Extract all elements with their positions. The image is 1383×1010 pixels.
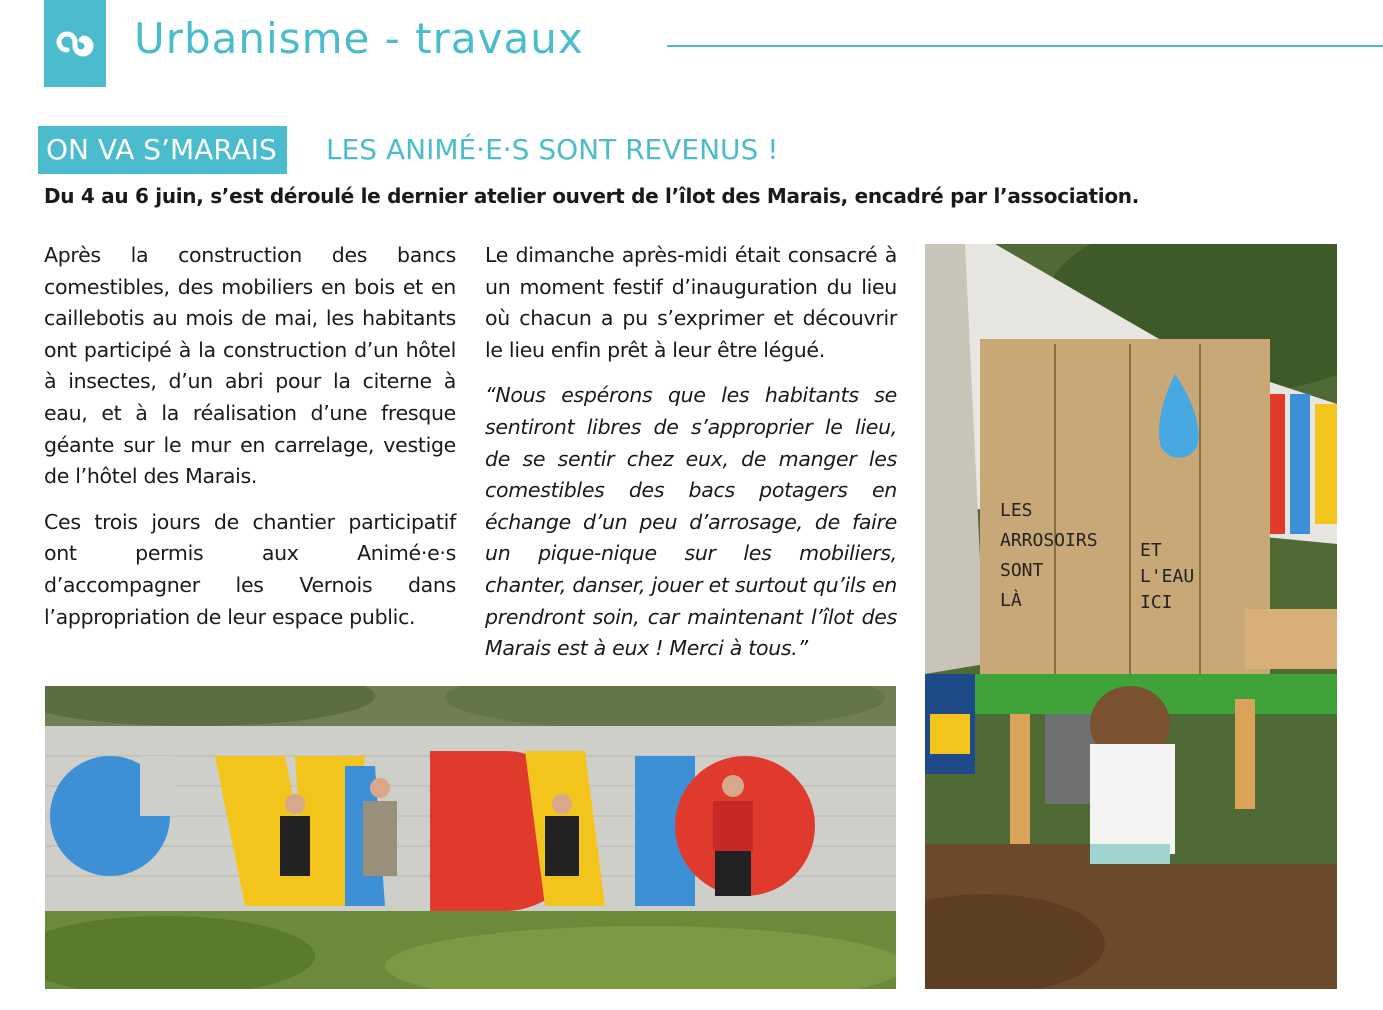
article-headline: LES ANIMÉ·E·S SONT REVENUS ! bbox=[326, 133, 779, 166]
article-column-1 bbox=[44, 240, 456, 647]
sign-text: ARROSOIRS bbox=[1000, 530, 1098, 551]
sign-text: L'EAU bbox=[1140, 566, 1195, 587]
sign-text: LÀ bbox=[1000, 590, 1022, 611]
section-title: Urbanisme - travaux bbox=[134, 14, 584, 63]
paragraph: Ces trois jours de chantier participatif ont permis aux Animé·e·s d’accompagner les Vernois dans l’appropriation de leur espace public. bbox=[44, 509, 456, 629]
sign-text: ET bbox=[1140, 540, 1162, 561]
sign-text: ICI bbox=[1140, 592, 1173, 613]
sign-text: SONT bbox=[1000, 560, 1044, 581]
mural-photo bbox=[45, 686, 896, 989]
quote-paragraph: “Nous espérons que les habitants se sentiront libres de s’approprier le lieu, de se sentir chez eux, de manger les comestibles des bacs potagers en échange d’un peu d’arrosage, de faire un pique-nique sur les mobiliers, chanter, danser, jouer et surtout qu’ils en prendront soin, car maintenant l’îlot des Marais est à eux ! Merci à tous.” bbox=[485, 383, 897, 661]
sign-text: LES bbox=[1000, 500, 1033, 521]
paragraph: Le dimanche après-midi était consacré à un moment festif d’inauguration du lieu où chacun a pu s’exprimer et découvrir le lieu enfin prêt à leur être légué. bbox=[485, 243, 897, 362]
section-logo bbox=[44, 0, 106, 87]
header-rule bbox=[667, 45, 1383, 47]
article-column-2 bbox=[485, 240, 897, 679]
article-lead: Du 4 au 6 juin, s’est déroulé le dernier atelier ouvert de l’îlot des Marais, encadré par l’association. bbox=[44, 184, 1140, 208]
article-kicker: ON VA S’MARAIS bbox=[38, 126, 287, 174]
bench-photo bbox=[925, 244, 1337, 989]
paragraph: Après la construction des bancs comestibles, des mobiliers en bois et en caillebotis au mois de mai, les habitants ont participé à la construction d’un hôtel à insectes, d’un abri pour la citerne à eau, et à la réalisation d’une fresque géante sur le mur en carrelage, vestige de l’hôtel des Marais. bbox=[44, 243, 456, 489]
swirl-logo-icon bbox=[53, 22, 97, 66]
